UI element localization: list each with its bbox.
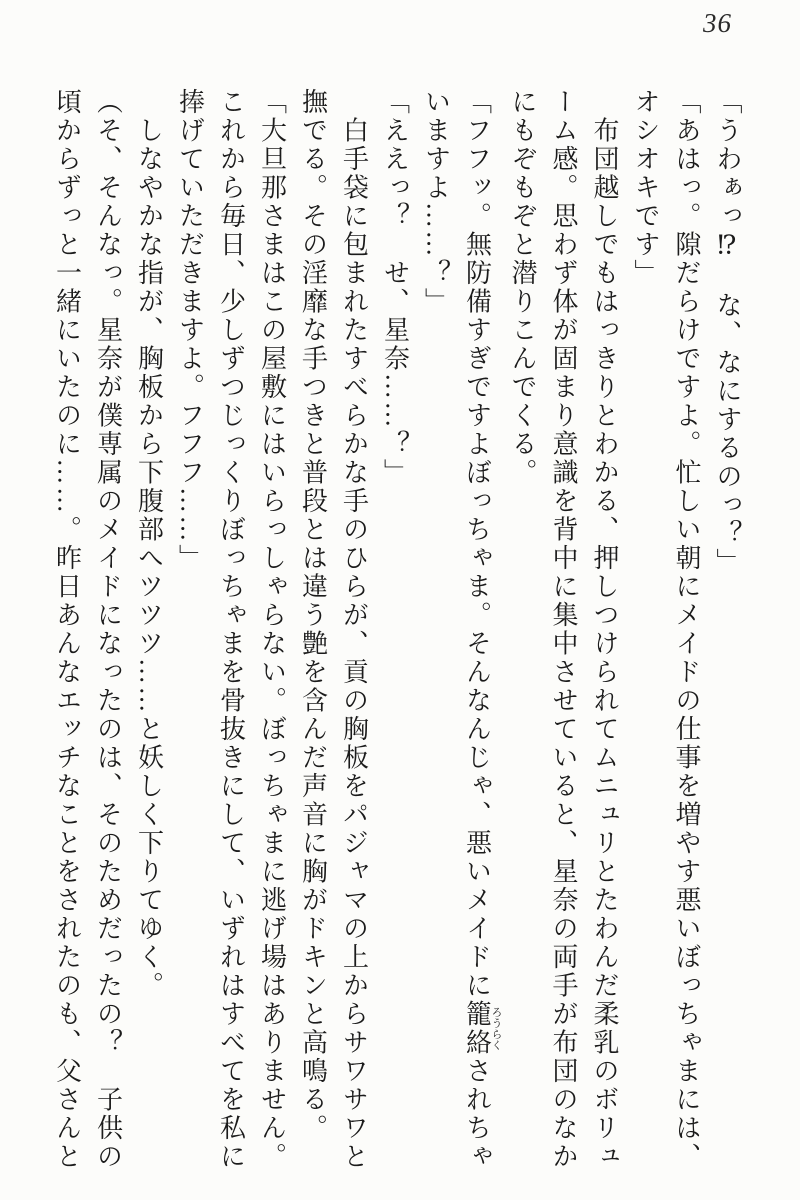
- text-column: 「ええっ？ せ、星奈……？」: [380, 88, 410, 487]
- text-column: 「大旦那さまはこの屋敷にはいらっしゃらない。ぼっちゃまに逃げ場はありません。: [257, 88, 287, 1171]
- text-column: （そ、そんなっ。星奈が僕専属のメイドになったのは、そのためだったの？ 子供の: [93, 88, 123, 1171]
- text-column: 「フフッ。無防備すぎですよぼっちゃま。そんなんじゃ、悪いメイドに籠絡ろうらくされちゃ: [462, 88, 502, 1171]
- page-number: 36: [703, 8, 732, 38]
- text-column: にもぞもぞと潜りこんでくる。: [508, 88, 537, 487]
- text-column: しなやかな指が、胸板から下腹部へツツツ……と妖しく下りてゆく。: [134, 88, 164, 1000]
- text-column: 撫でる。その淫靡な手つきと普段とは違う艶を含んだ声音に胸がドキンと高鳴る。: [298, 88, 328, 1143]
- text-column: 「うわぁっ⁉ な、なにするのっ？」: [713, 88, 742, 577]
- text-column: 「あはっ。隙だらけですよ。忙しい朝にメイドの仕事を増やす悪いぼっちゃまには、: [672, 88, 701, 1171]
- text-column: いますよ……？」: [421, 88, 451, 316]
- text-column: 頃からずっと一緒にいたのに……。昨日あんなエッチなことをされたのも、父さんと: [52, 88, 82, 1171]
- text-column: 白手袋に包まれたすべらかな手のひらが、貢の胸板をパジャマの上からサワサワと: [339, 88, 369, 1171]
- text-column: これから毎日、少しずつじっくりぼっちゃまを骨抜きにして、いずれはすべてを私に: [216, 88, 246, 1171]
- ruby-annotated-word: 籠絡ろうらく: [462, 1000, 502, 1057]
- text-column: ーム感。思わず体が固まり意識を背中に集中させていると、星奈の両手が布団のなか: [549, 88, 578, 1171]
- text-body: [47, 88, 749, 1192]
- text-column: 捧げていただきますよ。フフフ……」: [175, 88, 205, 573]
- text-column: 布団越しでもはっきりとわかる、押しつけられてムニュリとたわんだ柔乳のボリュ: [590, 88, 619, 1171]
- furigana: ろうらく: [490, 1000, 502, 1057]
- text-column: オシオキです」: [631, 88, 660, 288]
